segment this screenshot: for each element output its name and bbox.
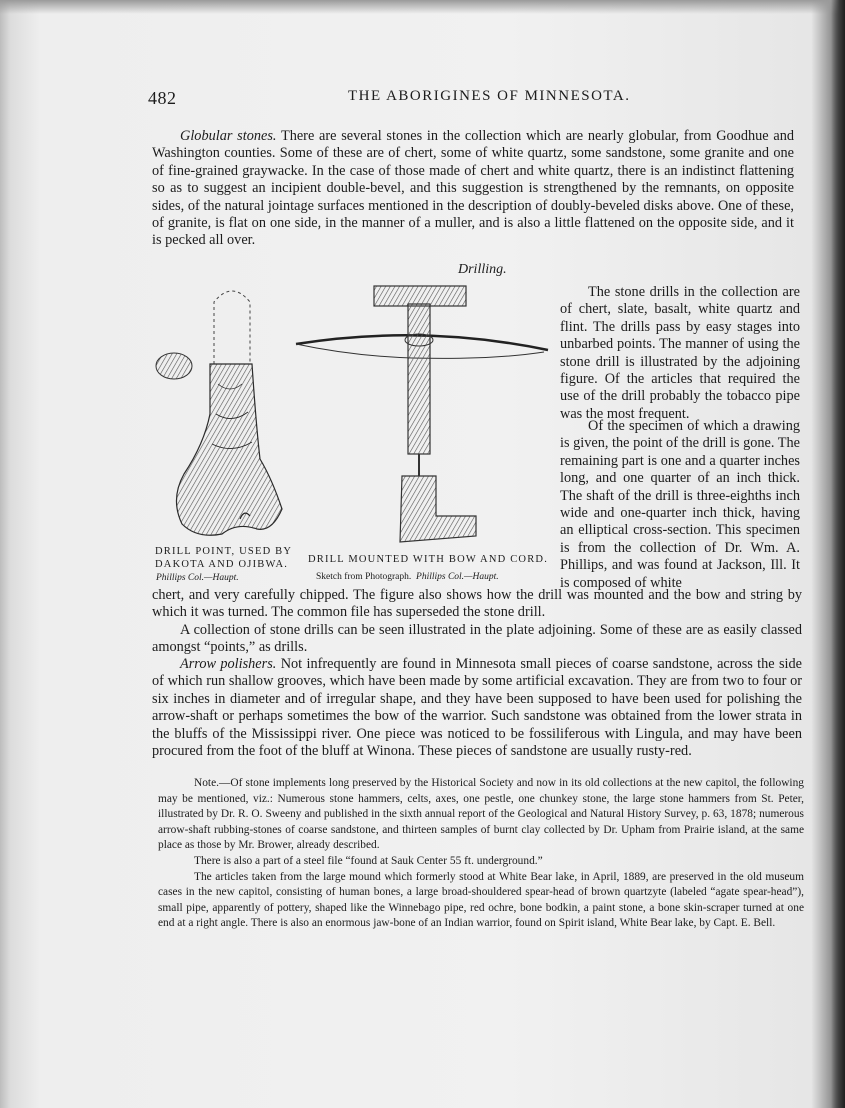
arrow-polishers-text: Not infrequently are found in Minnesota small pieces of coarse sandstone, across the side of which run shallow grooves, which have been made by some artificial excavation. They are from two to four or six inches in diameter and of irregular shape, and they have been supposed to have been used for polishing the arrow-shaft or perhaps sometimes the bow of the warrior. Such sandstone was obtained from the lower strata in the bluffs of the Mississippi river. One piece was noticed to be fossiliferous with Lingula, and may have been procured from the foot of the bluff at Winona. These pieces of sandstone are usually rusty-red.	[152, 656, 802, 760]
bow-drill-credit-italic: Phillips Col.—Haupt.	[416, 572, 499, 582]
drill-point-illustration	[152, 284, 287, 544]
drill-point-credit-text: Phillips Col.—Haupt.	[156, 573, 239, 583]
drilling-paragraph-2: Of the specimen of which a drawing is given, the point of the drill is gone. The remaining part is one and a quarter inches long, and one quarter of an inch thick. The shaft of the drill is three-eighths inch wide and one-quarter inch thick, having an elliptical cross-section. This specimen is from the collection of Dr. Wm. A. Phillips, and was found at Jackson, Ill. It is composed of white	[560, 418, 800, 591]
book-gutter-shadow	[831, 0, 845, 1108]
bow-drill-illustration	[292, 280, 554, 548]
footnote-paragraph-2: There is also a part of a steel file “found at Sauk Center 55 ft. underground.”	[194, 854, 543, 867]
arrow-polishers-paragraph	[152, 656, 802, 760]
drill-point-caption-line1: DRILL POINT, USED BY	[155, 546, 293, 557]
footnote-paragraph-1: Note.—Of stone implements long preserved by the Historical Society and now in its old collections at the new capitol, the following may be mentioned, viz.: Numerous stone hammers, celts, axes, one pestle, one chunkey stone, the large stone hammers from St. Peter, illustrated by Dr. R. O. Sweeny and published in the sixth annual report of the Geological and Natural History Survey, p. 63, 1878; numerous arrow-shaft rubbing-stones of coarse sandstone, and thirteen samples of burnt clay collected by Dr. Upham from Prairie island, at the same place as those by Mr. Brower, already described.	[158, 777, 804, 852]
drilling-paragraph-2-continued: chert, and very carefully chipped. The figure also shows how the drill was mounted and the bow and string by which it was turned. The common file has superseded the stone drill.	[152, 587, 802, 621]
footnote-paragraph-3: The articles taken from the large mound which formerly stood at White Bear lake, in April, 1889, are preserved in the old museum cases in the new capitol, consisting of human bones, a large broad-shouldered spear-head of brown quartzyte (labeled “agate spear-head”), small pipe, apparently of pottery, shaped like the Winnebago pipe, red ochre, bone bodkin, a paint stone, a bone skin-scraper turned at one end at a right angle. There is also an enormous jaw-bone of an Indian warrior, found on Spirit island, White Bear lake, by Capt. E. Bell.	[158, 870, 804, 930]
running-head: THE ABORIGINES OF MINNESOTA.	[348, 88, 631, 104]
bow-drill-credit	[316, 571, 499, 583]
drilling-heading: Drilling.	[458, 262, 507, 277]
footnote-block	[158, 776, 804, 932]
globular-stones-lead: Globular stones.	[180, 128, 277, 144]
globular-stones-paragraph	[152, 128, 794, 250]
globular-stones-text: There are several stones in the collection which are nearly globular, from Goodhue and Washington counties. Some of these are of chert, some of white quartz, some sandstone, some granite and one of fine-grained graywacke. In the case of those made of chert and white quartz, there is an indistinct flattening so as to suggest an incipient double-bevel, and this suggestion is strengthened by the remnants, on opposite sides, of the natural jointage surfaces mentioned in the description of doubly-beveled disks above. One of these, of granite, is flat on one side, in the manner of a muller, and is also a little flattened on the opposite side, and it is pecked all over.	[152, 128, 794, 249]
drilling-paragraph-3: A collection of stone drills can be seen illustrated in the plate adjoining. Some of these are as easily classed amongst “points,” as drills.	[152, 622, 802, 656]
drill-point-caption-line2: DAKOTA AND OJIBWA.	[155, 559, 289, 570]
bow-drill-caption: DRILL MOUNTED WITH BOW AND CORD.	[308, 554, 549, 565]
bow-drill-credit-plain: Sketch from Photograph.	[316, 572, 412, 582]
drilling-paragraph-1: The stone drills in the collection are of chert, slate, basalt, white quartz and flint. The drills pass by easy stages into unbarbed points. The manner of using the stone drill is illustrated by the adjoining figure. Of the articles that required the use of the drill probably the tobacco pipe was the most frequent.	[560, 284, 800, 422]
page-number: 482	[148, 88, 177, 108]
drill-point-credit	[156, 572, 239, 584]
arrow-polishers-lead: Arrow polishers.	[180, 656, 277, 672]
page-top-shadow	[0, 0, 845, 14]
